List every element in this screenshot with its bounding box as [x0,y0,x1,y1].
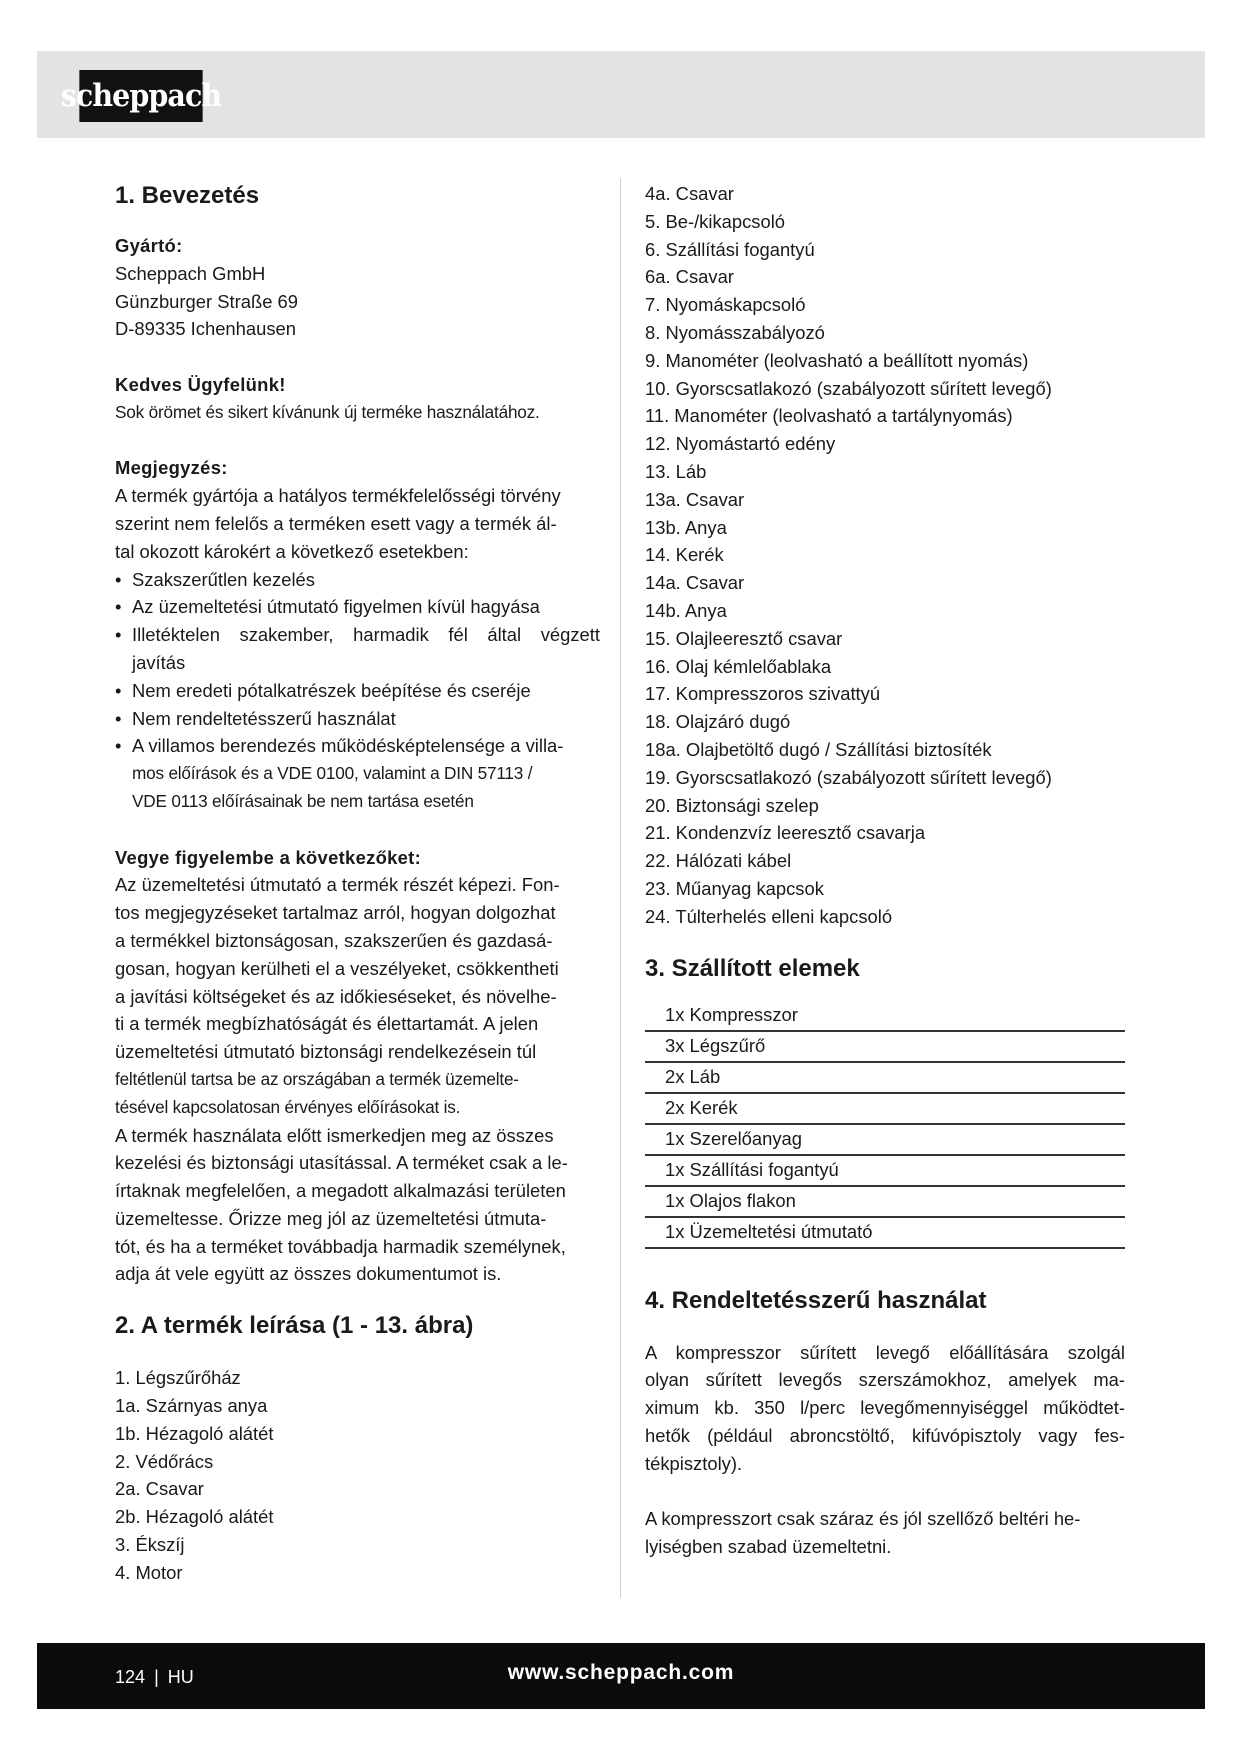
manufacturer-line: Scheppach GmbH [115,262,266,284]
bullet-item: • Szakszerűtlen kezelés [115,568,315,590]
bullet-item-continuation: VDE 0113 előírásainak be nem tartása esetén [132,790,474,811]
website-link[interactable]: www.scheppach.com [507,1661,735,1684]
consider-line: Az üzemeltetési útmutató a termék részét képezi. Fon- [115,874,560,896]
part-item: 19. Gyorscsatlakozó (szabályozott sűrített levegő) [645,766,1052,788]
use-line: A kompresszort csak száraz és jól szellőző beltéri he- [645,1508,1081,1530]
consider-line: a javítási költségeket és az időkieséseket, és növelhe- [115,985,557,1007]
part-item: 4a. Csavar [645,183,734,204]
consider-line: tésével kapcsolatosan érvényes előírásokat is. [115,1096,461,1117]
part-item: 17. Kompresszoros szivattyú [645,683,881,705]
use-line: tékpisztoly). [645,1452,743,1474]
consider-line: tos megjegyzéseket tartalmaz arról, hogyan dolgozhat [115,902,556,924]
part-item: 2. Védőrács [115,1450,214,1472]
column-divider [620,178,621,1598]
consider-line: üzemeltetési útmutató biztonsági rendelkezésein túl [115,1041,537,1063]
use-line: hetők (például abroncstöltő, kifúvópisztoly vagy fes- [645,1424,1125,1446]
delivery-row: 1x Olajos flakon [645,1187,1125,1218]
consider-line: üzemeltesse. Őrizze meg jól az üzemeltetési útmuta- [115,1207,547,1229]
language-code: HU [167,1667,194,1687]
bullet-item: • Nem eredeti pótalkatrészek beépítése és cseréje [115,679,531,701]
part-item: 3. Ékszíj [115,1534,185,1556]
part-item: 6a. Csavar [645,266,734,288]
page-header [37,51,1205,138]
part-item: 14b. Anya [645,599,727,621]
consider-line: kezelési és biztonsági utasítással. A terméket csak a le- [115,1152,568,1174]
note-line: A termék gyártója a hatályos termékfelelősségi törvény [115,485,561,507]
delivery-row: 3x Légszűrő [645,1032,1125,1063]
part-item: 1. Légszűrőház [115,1367,241,1389]
manufacturer-line: Günzburger Straße 69 [115,290,298,312]
part-item: 24. Túlterhelés elleni kapcsoló [645,905,893,927]
use-line: A kompresszor sűrített levegő előállítására szolgál [645,1341,1125,1363]
bullet-item-continuation: javítás [132,651,186,673]
customer-text: Sok örömet és sikert kívánunk új terméke használatához. [115,401,540,422]
note-line: szerint nem felelős a terméken esett vagy a termék ál- [115,512,557,534]
part-item: 7. Nyomáskapcsoló [645,294,806,316]
consider-line: gosan, hogyan kerülheti el a veszélyeket, csökkentheti [115,957,559,979]
bullet-item: • Az üzemeltetési útmutató figyelmen kívül hagyása [115,596,540,618]
part-item: 21. Kondenzvíz leeresztő csavarja [645,822,926,844]
part-item: 11. Manométer (leolvasható a tartálynyomás) [645,405,1013,427]
consider-line: tót, és ha a terméket továbbadja harmadik személynek, [115,1235,566,1257]
part-item: 6. Szállítási fogantyú [645,238,815,260]
part-item: 22. Hálózati kábel [645,850,792,872]
bullet-item: • Illetéktelen szakember, harmadik fél által végzett [115,624,600,646]
consider-label: Vegye figyelembe a következőket: [115,846,422,868]
part-item: 12. Nyomástartó edény [645,433,836,455]
part-item: 23. Műanyag kapcsok [645,877,824,899]
part-item: 10. Gyorscsatlakozó (szabályozott sűrített levegő) [645,377,1052,399]
part-item: 8. Nyomásszabályozó [645,321,825,343]
part-item: 2b. Hézagoló alátét [115,1506,274,1528]
part-item: 14a. Csavar [645,572,745,594]
part-item: 18a. Olajbetöltő dugó / Szállítási biztosíték [645,738,992,760]
bullet-item-continuation: mos előírások és a VDE 0100, valamint a DIN 57113 / [132,763,533,784]
page-number: 124 | HU [115,1667,194,1687]
delivery-row: 1x Szerelőanyag [645,1125,1125,1156]
part-item: 1a. Szárnyas anya [115,1395,268,1417]
bullet-item: • A villamos berendezés működésképtelensége a villa- [115,735,564,757]
page-footer [37,1643,1205,1709]
section-3-title: 3. Szállított elemek [645,954,860,982]
part-item: 13. Láb [645,460,707,482]
part-item: 9. Manométer (leolvasható a beállított nyomás) [645,349,1029,371]
part-item: 15. Olajleeresztő csavar [645,627,843,649]
customer-label: Kedves Ügyfelünk! [115,373,286,395]
part-item: 5. Be-/kikapcsoló [645,210,786,232]
part-item: 16. Olaj kémlelőablaka [645,655,832,677]
part-item: 2a. Csavar [115,1478,204,1500]
part-item: 13b. Anya [645,516,727,538]
section-1-title: 1. Bevezetés [115,182,260,209]
section-4-title: 4. Rendeltetésszerű használat [645,1286,987,1314]
consider-line: adja át vele együtt az összes dokumentumot is. [115,1263,502,1285]
consider-line: A termék használata előtt ismerkedjen meg az összes [115,1124,554,1146]
delivery-row: 1x Szállítási fogantyú [645,1156,1125,1187]
delivery-row: 1x Kompresszor [645,1001,1125,1032]
use-line: ximum kb. 350 l/perc levegőmennyiséggel működtet- [645,1397,1125,1419]
right-column [645,180,1125,1561]
consider-line: ti a termék megbízhatóságát és élettartamát. A jelen [115,1013,539,1035]
section-2-title: 2. A termék leírása (1 - 13. ábra) [115,1312,474,1340]
footer-separator: | [154,1667,159,1687]
scheppach-logo: scheppach [79,70,202,122]
note-line: tal okozott károkért a következő esetekben: [115,540,469,562]
consider-line: írtaknak megfelelően, a megadott alkalmazási területen [115,1180,566,1202]
left-column [115,180,600,1587]
delivery-table [645,1001,1125,1249]
manufacturer-label: Gyártó: [115,235,183,256]
delivery-row: 1x Üzemeltetési útmutató [645,1218,1125,1249]
part-item: 1b. Hézagoló alátét [115,1422,274,1444]
manufacturer-line: D-89335 Ichenhausen [115,318,296,340]
use-line: lyiségben szabad üzemeltetni. [645,1536,892,1558]
use-line: olyan sűrített levegős szerszámokhoz, amelyek ma- [645,1369,1125,1391]
part-item: 20. Biztonsági szelep [645,794,819,816]
part-item: 4. Motor [115,1561,183,1583]
delivery-row: 2x Láb [645,1063,1125,1094]
bullet-item: • Nem rendeltetésszerű használat [115,707,396,729]
delivery-row: 2x Kerék [645,1094,1125,1125]
note-label: Megjegyzés: [115,457,228,479]
part-item: 18. Olajzáró dugó [645,711,791,733]
part-item: 14. Kerék [645,544,724,566]
consider-line: a termékkel biztonságosan, szakszerűen és gazdasá- [115,929,553,951]
part-item: 13a. Csavar [645,488,745,510]
consider-line: feltétlenül tartsa be az országában a termék üzemelte- [115,1068,519,1089]
